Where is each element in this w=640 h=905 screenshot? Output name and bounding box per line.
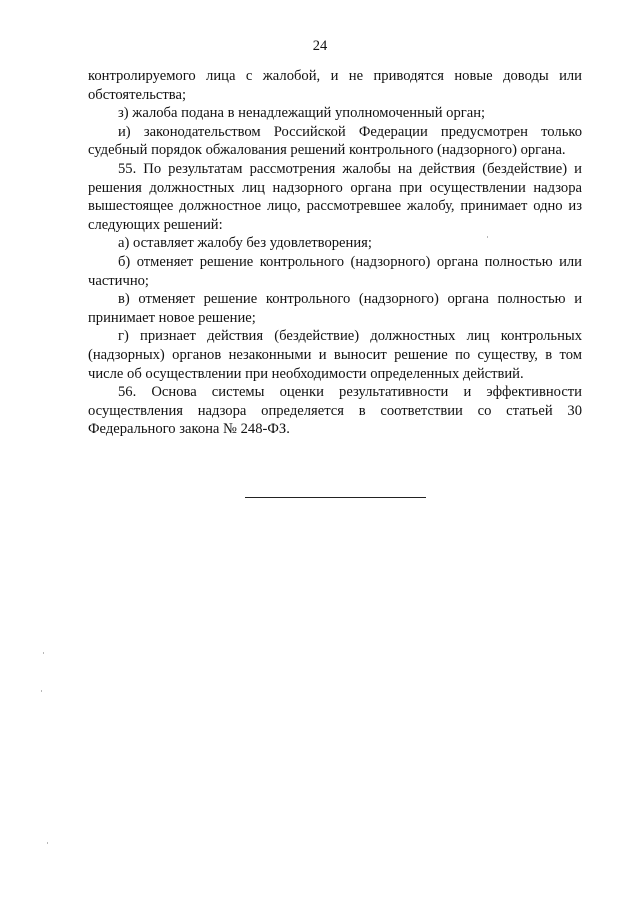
scan-speck	[41, 690, 42, 692]
closing-divider-line	[245, 497, 426, 498]
paragraph-item-v: в) отменяет решение контрольного (надзорного) органа полностью и принимает новое решение;	[88, 291, 582, 326]
paragraph-continuation: контролируемого лица с жалобой, и не приводятся новые доводы или обстоятельства;	[88, 68, 582, 103]
paragraph-item-g: г) признает действия (бездействие) должностных лиц контрольных (надзорных) органов незаконными и выносит решение по существу, в том числе об осуществлении при необходимости определенных действий.	[88, 328, 582, 382]
paragraph-item-b: б) отменяет решение контрольного (надзорного) органа полностью или частично;	[88, 253, 582, 289]
paragraph-section-55: 55. По результатам рассмотрения жалобы на действия (бездействие) и решения должностных лиц надзорного органа при осуществлении надзора вышестоящее должностное лицо, рассмотревшее жалобу, принимает одно из следующих решений:	[88, 160, 582, 233]
paragraph-item-z: з) жалоба подана в ненадлежащий уполномоченный орган;	[118, 105, 486, 122]
paragraph-item-i: и) законодательством Российской Федерации предусмотрен только судебный порядок обжалования решений контрольного (надзорного) органа.	[88, 123, 582, 159]
scan-speck	[487, 236, 488, 238]
paragraph-item-a: а) оставляет жалобу без удовлетворения;	[118, 235, 372, 252]
document-body	[88, 67, 582, 439]
page-number: 24	[312, 38, 328, 54]
scan-speck	[47, 842, 48, 844]
paragraph-section-56: 56. Основа системы оценки результативности и эффективности осуществления надзора определяется в соответствии со статьей 30 Федерального закона № 248-ФЗ.	[88, 384, 582, 438]
scan-speck	[43, 652, 44, 654]
